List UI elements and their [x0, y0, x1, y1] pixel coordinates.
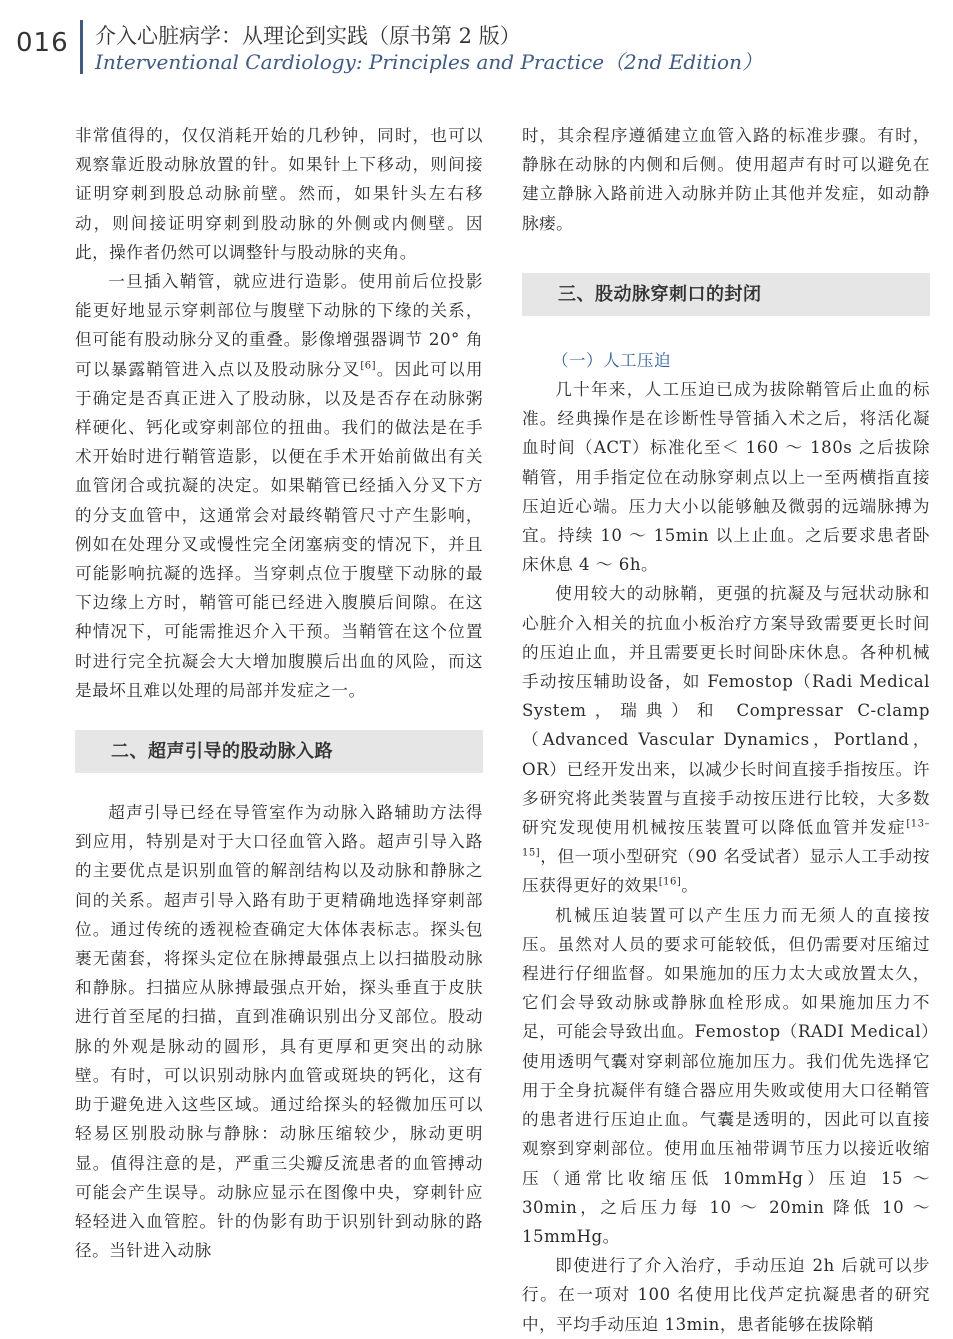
text: ，但一项小型研究（90 名受试者）显示人工手动按压获得更好的效果	[522, 847, 930, 896]
paragraph: 非常值得的，仅仅消耗开始的几秒钟，同时，也可以观察靠近股动脉放置的针。如果针上下移动，则间接证明穿刺到股总动脉前壁。然而，如果针头左右移动，则间接证明穿刺到股动脉的外侧或内侧壁。因此，操作者仍然可以调整针与股动脉的夹角。	[75, 126, 483, 262]
citation: [6]	[360, 360, 377, 372]
book-title-chinese: 介入心脏病学：从理论到实践（原书第 2 版）	[95, 24, 521, 48]
paragraph	[75, 267, 483, 705]
text: 。	[681, 876, 699, 896]
paragraph	[522, 579, 930, 900]
citation: [13–15]	[522, 818, 930, 859]
section-heading: 二、超声引导的股动脉入路	[75, 730, 483, 773]
section-heading: 三、股动脉穿刺口的封闭	[522, 273, 930, 316]
header-divider	[80, 20, 83, 74]
text: 一旦插入鞘管，就应进行造影。使用前后位投影能更好地显示穿刺部位与腹壁下动脉的下缘的关系，但可能有股动脉分叉的重叠。影像增强器调节 20° 角可以暴露鞘管进入点以及股动脉分叉	[75, 272, 483, 379]
paragraph: 即使进行了介入治疗，手动压迫 2h 后就可以步行。在一项对 100 名使用比伐芦定抗凝患者的研究中，平均手动压迫 13min，患者能够在拔除鞘	[522, 1256, 930, 1334]
paragraph: 机械压迫装置可以产生压力而无须人的直接按压。虽然对人员的要求可能较低，但仍需要对压缩过程进行仔细监督。如果施加的压力太大或放置太久，它们会导致动脉或静脉血栓形成。如果施加压力不足，可能会导致出血。Femostop（RADI Medical）使用透明气囊对穿刺部位施加压力。我们优先选择它用于全身抗凝伴有缝合器应用失败或使用大口径鞘管的患者进行压迫止血。气囊是透明的，因此可以直接观察到穿刺部位。使用血压袖带调节压力以接近收缩压（通常比收缩压低 10mmHg）压迫 15 ～ 30min，之后压力每 10 ～ 20min 降低 10 ～ 15mmHg。	[522, 905, 930, 1246]
subsection-heading: （一）人工压迫	[552, 350, 671, 370]
text: 使用较大的动脉鞘，更强的抗凝及与冠状动脉和心脏介入相关的抗血小板治疗方案导致需要更长时间的压迫止血，并且需要更长时间卧床休息。各种机械手动按压辅助设备，如 Femostop（Radi Medical System，瑞典）和 Compressar C-clamp（Advanced Vascular Dynamics，Portland，OR）已经开发出来，以减少长时间直接手指按压。许多研究将此类装置与直接手动按压进行比较，大多数研究发现使用机械按压装置可以降低血管并发症	[522, 584, 930, 838]
paragraph: 时，其余程序遵循建立血管入路的标准步骤。有时，静脉在动脉的内侧和后侧。使用超声有时可以避免在建立静脉入路前进入动脉并防止其他并发症，如动静脉瘘。	[522, 126, 930, 233]
text: 。因此可以用于确定是否真正进入了股动脉，以及是否存在动脉粥样硬化、钙化或穿刺部位的扭曲。我们的做法是在手术开始时进行鞘管造影，以便在手术开始前做出有关血管闭合或抗凝的决定。如果鞘管已经插入分叉下方的分支血管中，这通常会对最终鞘管尺寸产生影响，例如在处理分叉或慢性完全闭塞病变的情况下，并且可能影响抗凝的选择。当穿刺点位于腹壁下动脉的最下边缘上方时，鞘管可能已经进入腹膜后间隙。在这种情况下，可能需推迟介入干预。当鞘管在这个位置时进行完全抗凝会大大增加腹膜后出血的风险，而这是最坏且难以处理的局部并发症之一。	[75, 359, 484, 700]
right-column	[522, 121, 930, 1339]
page-number: 016	[16, 28, 69, 58]
paragraph: 超声引导已经在导管室作为动脉入路辅助方法得到应用，特别是对于大口径血管入路。超声引导入路的主要优点是识别血管的解剖结构以及动脉和静脉之间的关系。超声引导入路有助于更精确地选择穿刺部位。通过传统的透视检查确定大体体表标志。探头包裹无菌套，将探头定位在脉搏最强点上以扫描股动脉和静脉。扫描应从脉搏最强点开始，探头垂直于皮肤进行首至尾的扫描，直到准确识别出分叉部位。股动脉的外观是脉动的圆形，具有更厚和更突出的动脉壁。有时，可以识别动脉内血管或斑块的钙化，这有助于避免进入这些区域。通过给探头的轻微加压可以轻易区别股动脉与静脉：动脉压缩较少，脉动更明显。值得注意的是，严重三尖瓣反流患者的血管搏动可能会产生误导。动脉应显示在图像中央，穿刺针应轻轻进入血管腔。针的伪影有助于识别针到动脉的路径。当针进入动脉	[75, 803, 483, 1261]
citation: [16]	[658, 876, 682, 888]
book-title-english: Interventional Cardiology: Principles and Practice（2nd Edition）	[95, 50, 762, 74]
paragraph: 几十年来，人工压迫已成为拔除鞘管后止血的标准。经典操作是在诊断性导管插入术之后，将活化凝血时间（ACT）标准化至＜ 160 ～ 180s 之后拔除鞘管，用手指定位在动脉穿刺点以上一至两横指直接压迫近心端。压力大小以能够触及微弱的远端脉搏为宜。持续 10 ～ 15min 以上止血。之后要求患者卧床休息 4 ～ 6h。	[522, 380, 930, 575]
left-column	[75, 121, 483, 1265]
